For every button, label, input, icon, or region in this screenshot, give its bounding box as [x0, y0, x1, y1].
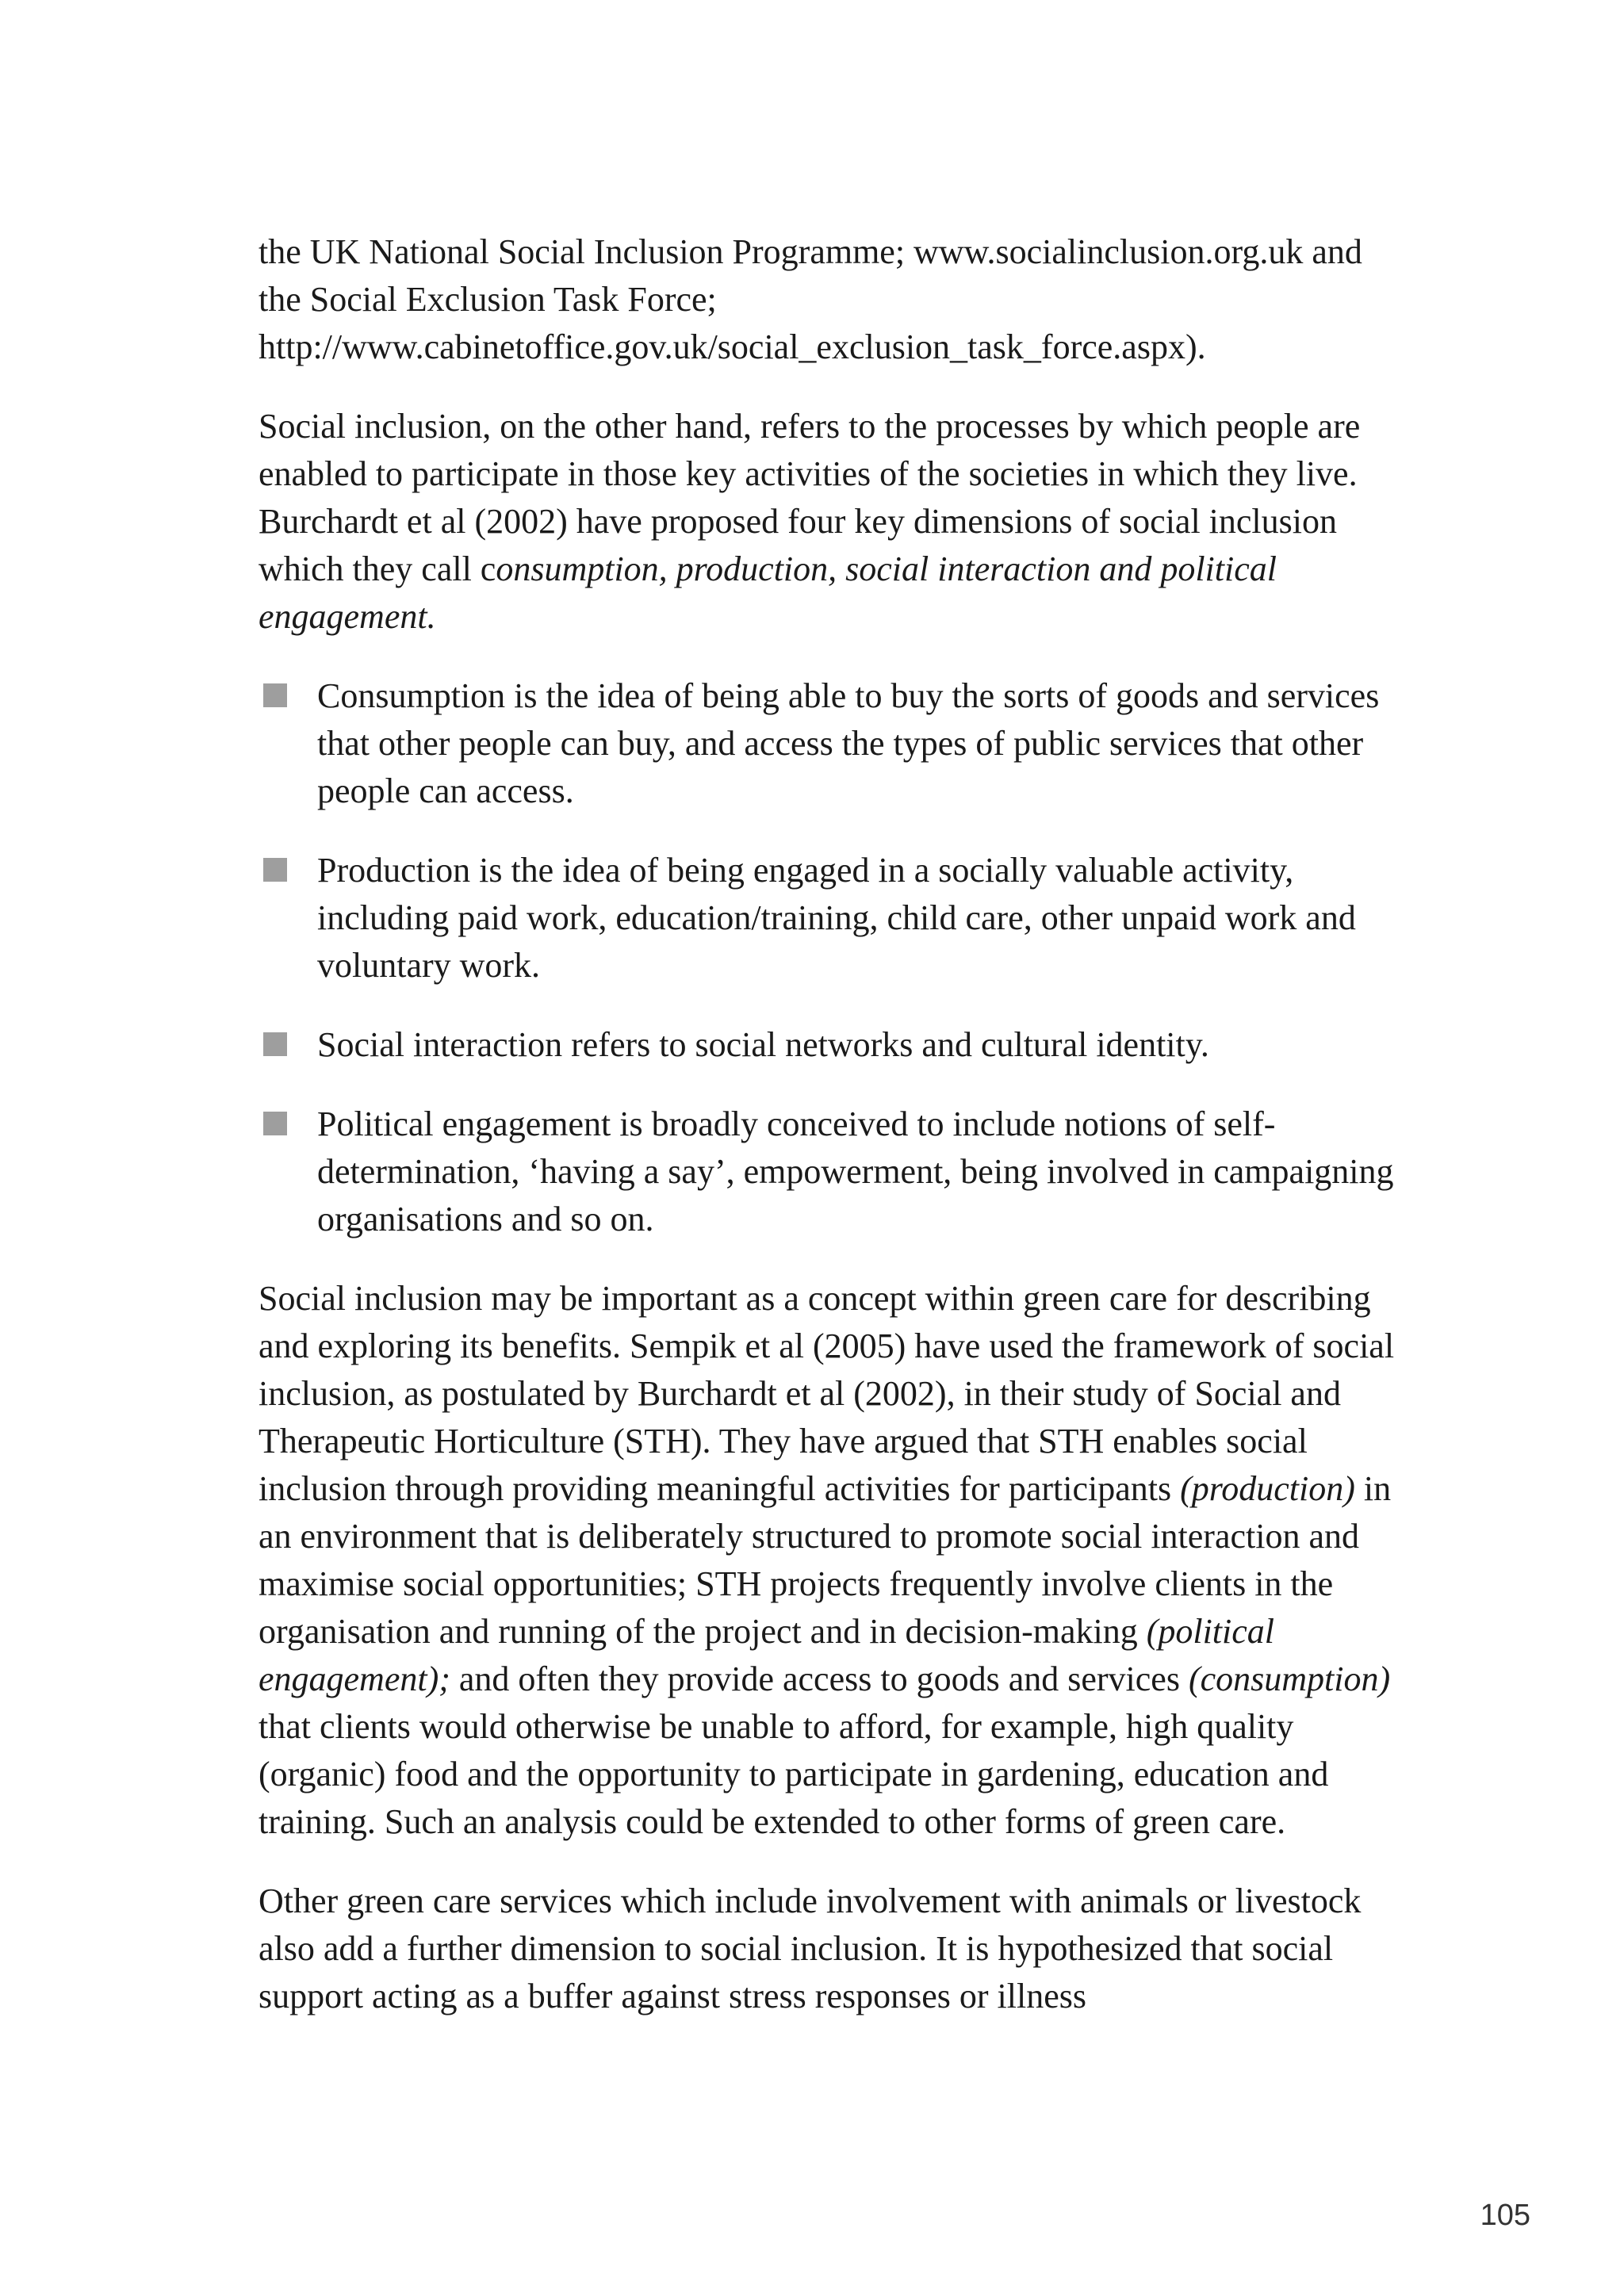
definition-dimensions-italic: onsumption, production, social interaction and political engagement.	[259, 549, 1277, 636]
list-item-social-interaction	[259, 1021, 1400, 1069]
square-bullet-icon	[263, 858, 287, 882]
square-bullet-icon	[263, 1112, 287, 1135]
sth-italic-political-engagement: (political engagement);	[259, 1612, 1275, 1698]
sth-italic-consumption: (consumption)	[1188, 1659, 1391, 1698]
list-item-political-engagement	[259, 1101, 1400, 1243]
dimensions-list	[259, 672, 1400, 1243]
animals-paragraph: Other green care services which include involvement with animals or livestock also add a further dimension to social inclusion. It is hypothesized that social support acting as a buffer against stress responses or illness	[259, 1881, 1362, 2015]
definition-text: Social inclusion, on the other hand, refers to the processes by which people are enabled to participate in those key activities of the societies in which they live. Burchardt et al (2002) have proposed four key dimensions of social inclusion which they call c	[259, 407, 1361, 588]
sth-text-1: Social inclusion may be important as a concept within green care for describing and exploring its benefits. Sempik et al (2005) have used the framework of social inclusion, as postulated by Burchardt et al (2002), in their study of Social and Therapeutic Horticulture (STH). They have argued that STH enables social inclusion through providing meaningful activities for participants	[259, 1279, 1395, 1508]
list-item-text: Political engagement is broadly conceived to include notions of self-determination, ‘having a say’, empowerment, being involved in campaigning organisations and so on.	[317, 1104, 1394, 1238]
list-item-text: Consumption is the idea of being able to buy the sorts of goods and services that other people can buy, and access the types of public services that other people can access.	[317, 676, 1380, 810]
square-bullet-icon	[263, 1032, 287, 1056]
intro-paragraph: the UK National Social Inclusion Programme; www.socialinclusion.org.uk and the Social Exclusion Task Force; http://www.cabinetoffice.gov.uk/social_exclusion_task_force.aspx).	[259, 232, 1362, 366]
sth-text-2: in an environment that is deliberately structured to promote social interaction and maximise social opportunities; STH projects frequently involve clients in the organisation and running of the project and in decision-making	[259, 1469, 1392, 1651]
sth-text-4: that clients would otherwise be unable to afford, for example, high quality (organic) food and the opportunity to participate in gardening, education and training. Such an analysis could be extended to other forms of green care.	[259, 1707, 1329, 1841]
square-bullet-icon	[263, 683, 287, 707]
list-item-text: Production is the idea of being engaged in a socially valuable activity, including paid work, education/training, child care, other unpaid work and voluntary work.	[317, 851, 1356, 985]
sth-paragraph	[259, 1275, 1400, 1846]
page-number: 105	[1480, 2199, 1530, 2232]
sth-text-3: and often they provide access to goods and services	[450, 1659, 1189, 1698]
list-item-consumption	[259, 672, 1400, 815]
list-item-text: Social interaction refers to social networks and cultural identity.	[317, 1025, 1209, 1064]
sth-italic-production: (production)	[1180, 1469, 1355, 1508]
list-item-production	[259, 847, 1400, 990]
page-body	[259, 228, 1400, 2020]
definition-paragraph	[259, 403, 1400, 641]
